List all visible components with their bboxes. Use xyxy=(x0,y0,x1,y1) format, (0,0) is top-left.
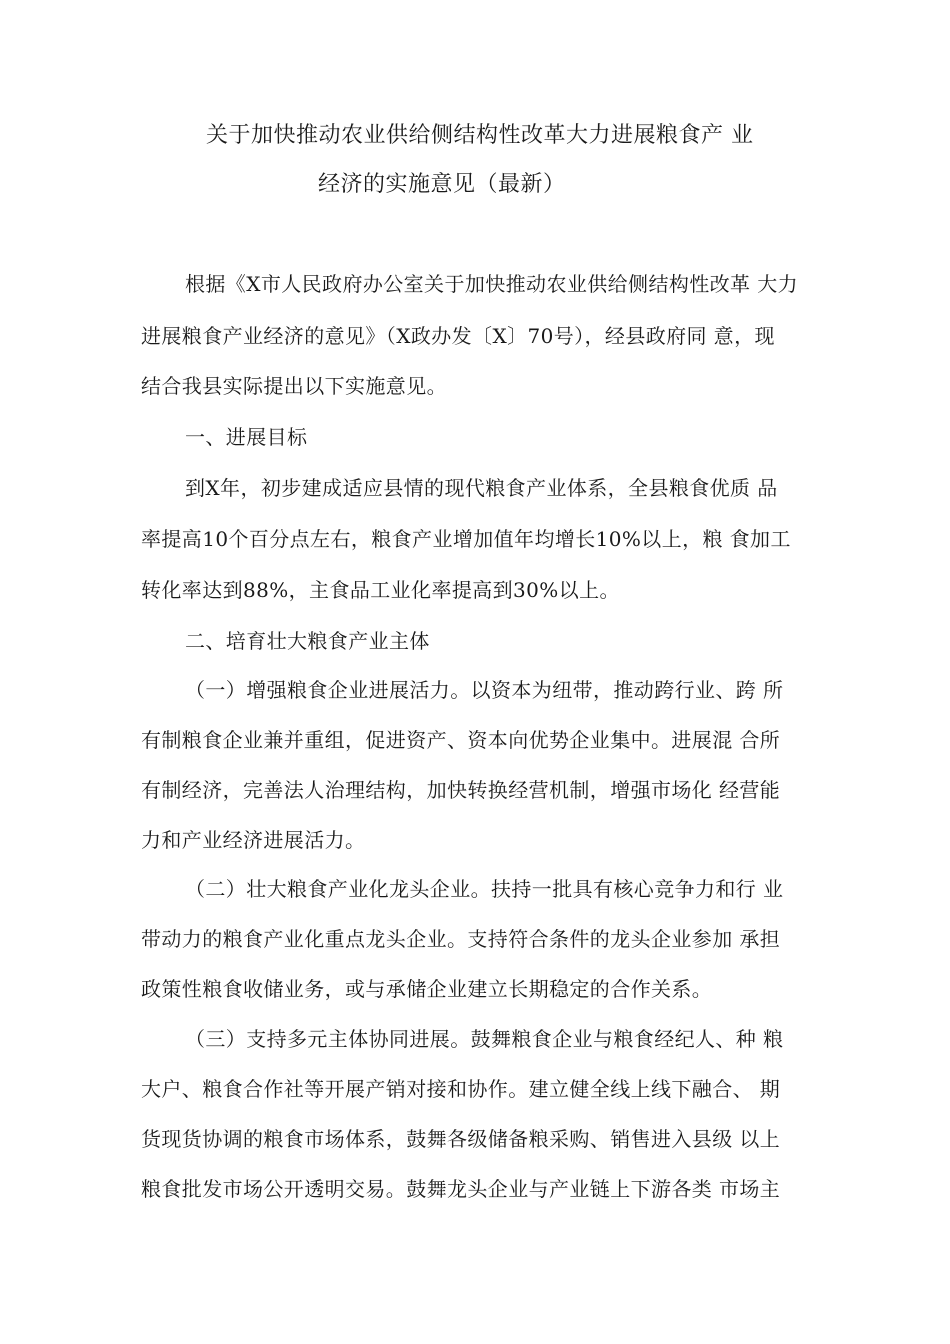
text-line: 结合我县实际提出以下实施意见。 xyxy=(141,374,447,398)
document-title-line-1: 关于加快推动农业供给侧结构性改革大力进展粮食产 业 xyxy=(206,123,754,148)
text-line: 货现货协调的粮食市场体系，鼓舞各级储备粮采购、销售进入县级 以上 xyxy=(141,1127,781,1151)
text-line: （三）支持多元主体协同进展。鼓舞粮食企业与粮食经纪人、种 粮 xyxy=(185,1027,784,1051)
text-line: 转化率达到88%，主食品工业化率提高到30%以上。 xyxy=(141,578,620,602)
document-title-line-2: 经济的实施意见（最新） xyxy=(318,172,566,197)
text-line: 率提高10个百分点左右，粮食产业增加值年均增长10%以上，粮 食加工 xyxy=(141,527,791,551)
text-line: （二）壮大粮食产业化龙头企业。扶持一批具有核心竞争力和行 业 xyxy=(185,877,784,901)
text-line: （一）增强粮食企业进展活力。以资本为纽带，推动跨行业、跨 所 xyxy=(185,678,784,702)
text-line: 大户、粮食合作社等开展产销对接和协作。建立健全线上线下融合、 期 xyxy=(141,1077,781,1101)
text-line: 有制粮食企业兼并重组，促进资产、资本向优势企业集中。进展混 合所 xyxy=(141,728,781,752)
text-line: 政策性粮食收储业务，或与承储企业建立长期稳定的合作关系。 xyxy=(141,977,713,1001)
section-heading: 二、培育壮大粮食产业主体 xyxy=(185,629,430,653)
text-line: 进展粮食产业经济的意见》（X政办发〔X〕70号），经县政府同 意，现 xyxy=(141,324,775,348)
text-line: 力和产业经济进展活力。 xyxy=(141,828,366,852)
section-heading: 一、进展目标 xyxy=(185,425,308,449)
text-line: 到X年，初步建成适应县情的现代粮食产业体系，全县粮食优质 品 xyxy=(185,476,778,500)
text-line: 有制经济，完善法人治理结构，加快转换经营机制，增强市场化 经营能 xyxy=(141,778,781,802)
text-line: 粮食批发市场公开透明交易。鼓舞龙头企业与产业链上下游各类 市场主 xyxy=(141,1177,781,1201)
text-line: 带动力的粮食产业化重点龙头企业。支持符合条件的龙头企业参加 承担 xyxy=(141,927,781,951)
text-line: 根据《X市人民政府办公室关于加快推动农业供给侧结构性改革 大力 xyxy=(185,272,798,296)
